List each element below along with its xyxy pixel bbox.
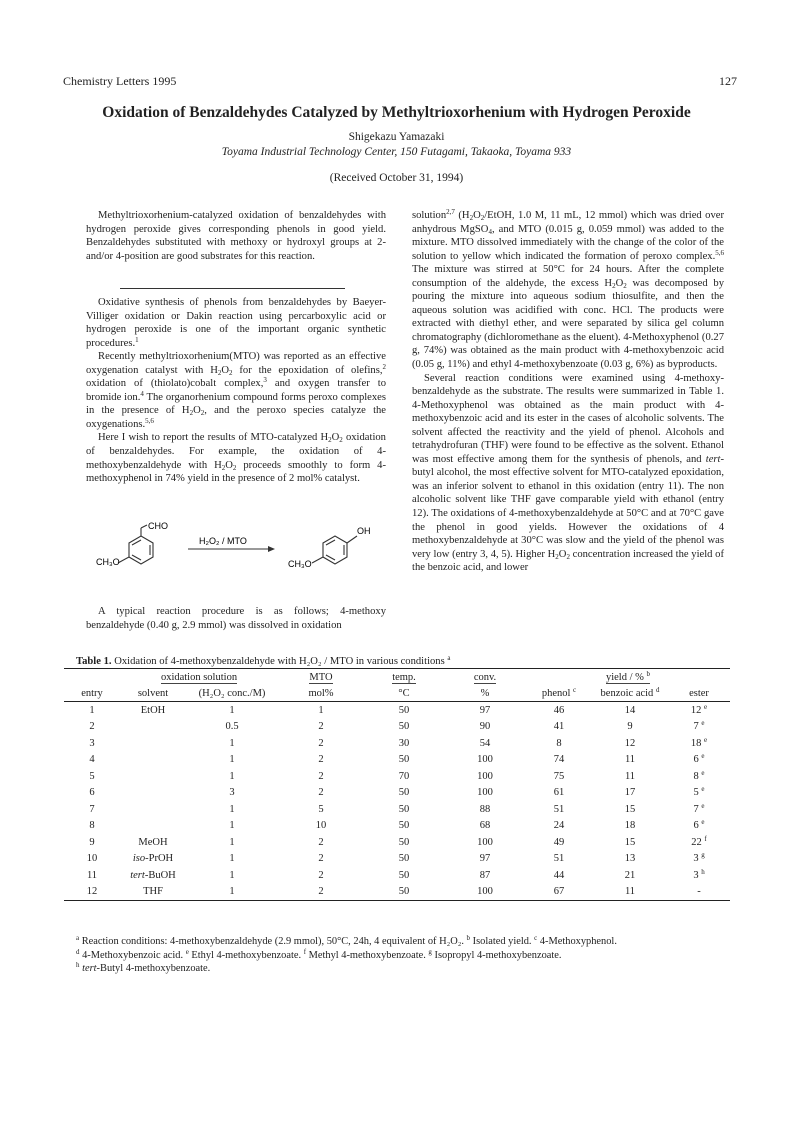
cell-conv: 90 bbox=[479, 721, 491, 733]
cell-entry: 9 bbox=[89, 836, 95, 848]
cell-acid: 11 bbox=[624, 770, 636, 782]
paragraph: solution$^{2,7}$ ($H_2O_2$/EtOH, 1.0 M, 11 mL, 12 mmol) which was dried over anhydrous MgSO$_4$, and MTO (0.015 g, 0.059 mmol) was added to the mixture. MTO dissolved immediately with the change of the color of the solution to yellow which indicated the formation of peroxo complex.$^{5,6}$ The mixture was stirred at 50°C for 24 hours. After the complete consumption of the aldehyde, the excess $H_2O_2$ was decomposed by pouring the mixture into aqueous sodium thiosulfite, and then the aqueous solution was acidified with conc. HCl. The products were extracted with diethyl ether, and were separated by silica gel column chromatography (dichloromethane as the eluent). 4-Methoxyphenol (0.27 g, 74%) was obtained as the main product with 4-methoxybenzoic acid (0.05 g, 11%) and ethyl 4-methoxybenzoate (0.03 g, 6%) as byproducts. bbox=[412, 208, 725, 371]
cell-mto: 2 bbox=[278, 884, 364, 901]
table-row bbox=[64, 801, 730, 818]
cell-ester: 5 $^e$ bbox=[693, 785, 705, 799]
cell-conv: 97 bbox=[479, 853, 491, 865]
table-row bbox=[64, 884, 730, 901]
group-header-conv: conv. bbox=[473, 671, 497, 683]
cell-entry: 11 bbox=[86, 869, 98, 881]
cell-temp: 30 bbox=[398, 737, 410, 749]
cell-mto: 1 bbox=[318, 704, 324, 716]
cell-conc: 1 bbox=[229, 820, 235, 832]
header-mto-unit: mol% bbox=[278, 685, 364, 702]
cell-solvent bbox=[120, 785, 186, 802]
footnote-a: Reaction conditions: 4-methoxybenzaldehyde (2.9 mmol), 50°C, 24h, 4 equivalent of H₂O₂. bbox=[81, 936, 464, 947]
footnote-b: Isolated yield. bbox=[472, 936, 532, 947]
cell-phenol: 24 bbox=[553, 820, 565, 832]
cell-acid: 15 bbox=[624, 803, 636, 815]
footnote-e: Ethyl 4-methoxybenzoate. bbox=[191, 949, 302, 961]
group-header-oxidation-solution: oxidation solution bbox=[160, 671, 238, 683]
footnote-d: 4-Methoxybenzoic acid. bbox=[82, 949, 184, 961]
cell-solvent: iso-PrOH bbox=[132, 853, 174, 865]
cell-conc: 3 bbox=[229, 787, 235, 799]
cell-ester: 22 $^f$ bbox=[691, 834, 707, 848]
header-ester: ester bbox=[668, 685, 730, 702]
cell-temp: 50 bbox=[398, 721, 410, 733]
cell-ester: 3 $^g$ bbox=[693, 851, 705, 865]
cell-temp: 50 bbox=[398, 853, 410, 865]
cell-acid: 15 bbox=[624, 836, 636, 848]
cell-conc: 1 bbox=[229, 869, 235, 881]
cell-temp: 50 bbox=[398, 754, 410, 766]
author: Shigekazu Yamazaki bbox=[348, 131, 445, 143]
table-row bbox=[64, 867, 730, 884]
cell-phenol: 74 bbox=[553, 754, 565, 766]
cell-conc: 1 bbox=[229, 803, 235, 815]
cell-conc: 1 bbox=[186, 884, 278, 901]
cell-conc: 1 bbox=[229, 704, 235, 716]
cell-acid: 13 bbox=[624, 853, 636, 865]
cell-acid: 18 bbox=[624, 820, 636, 832]
header-conc: (H₂O₂ conc./M) bbox=[186, 685, 278, 702]
cell-solvent bbox=[120, 768, 186, 785]
cell-acid: 11 bbox=[624, 754, 636, 766]
cell-conv: 54 bbox=[479, 737, 491, 749]
scheme-right-sub: CH₃O bbox=[288, 559, 312, 569]
cell-conv: 88 bbox=[479, 803, 491, 815]
cell-conv: 100 bbox=[477, 770, 493, 782]
procedure-start: A typical reaction procedure is as follows; 4-methoxy benzaldehyde (0.40 g, 2.9 mmol) was dissolved in oxidation bbox=[86, 606, 386, 631]
received-date: (Received October 31, 1994) bbox=[329, 172, 464, 184]
cell-conv: 97 bbox=[479, 704, 491, 716]
affiliation: Toyama Industrial Technology Center, 150 Futagami, Takaoka, Toyama 933 bbox=[221, 146, 572, 158]
cell-conv: 100 bbox=[477, 787, 493, 799]
group-header-mto: MTO bbox=[309, 671, 333, 683]
paragraph: Recently methyltrioxorhenium(MTO) was reported as an effective oxygenation catalyst with $H_2O_2$ for the epoxidation of olefins,$^2$ oxidation of (thiolato)cobalt complex,$^3$ and oxygen transfer to bromide ion.$^4$ The organorhenium compound forms peroxo complexes in the presence of $H_2O_2$, and the peroxo species catalyze the oxygenations.$^{5,6}$ bbox=[86, 351, 387, 430]
cell-temp: 50 bbox=[398, 836, 410, 848]
table-caption: Table 1. Oxidation of 4-methoxybenzaldehyde with H₂O₂ / MTO in various conditions $^a$ bbox=[76, 654, 451, 667]
table-row bbox=[64, 818, 730, 835]
cell-ester: 6 $^e$ bbox=[693, 818, 705, 832]
footnote-f: Methyl 4-methoxybenzoate. bbox=[308, 949, 426, 961]
cell-solvent bbox=[120, 735, 186, 752]
cell-phenol: 61 bbox=[553, 787, 565, 799]
header-benzoic-acid: benzoic acid $^d$ bbox=[592, 685, 668, 702]
cell-solvent bbox=[120, 801, 186, 818]
footnote-c: 4-Methoxyphenol. bbox=[539, 936, 617, 947]
cell-ester: 8 $^e$ bbox=[693, 768, 705, 782]
cell-phenol: 8 bbox=[556, 737, 562, 749]
body-right-column bbox=[412, 209, 724, 575]
cell-solvent: MeOH bbox=[138, 836, 168, 848]
cell-conc: 1 bbox=[229, 754, 235, 766]
table-row bbox=[64, 785, 730, 802]
cell-conc: 1 bbox=[229, 836, 235, 848]
scheme-left-group: CHO bbox=[148, 521, 168, 531]
header-temp-unit: °C bbox=[364, 685, 444, 702]
table-row bbox=[64, 768, 730, 785]
cell-conv: 100 bbox=[477, 754, 493, 766]
cell-entry: 5 bbox=[89, 770, 95, 782]
cell-conv: 68 bbox=[479, 820, 491, 832]
cell-acid: 14 bbox=[624, 704, 636, 716]
scheme-right-group: OH bbox=[357, 526, 371, 536]
cell-ester: 18 $^e$ bbox=[690, 735, 708, 749]
cell-entry: 10 bbox=[86, 853, 98, 865]
table-row bbox=[64, 702, 730, 719]
table-footnotes: $^a$ Reaction conditions: 4-methoxybenzaldehyde (2.9 mmol), 50°C, 24h, 4 equivalent of H₂O₂. $^b$ Isolated yield. $^c$ 4-Methoxyphenol. $^d$ 4-Methoxybenzoic acid. $^e$ Ethyl 4-methoxybenzoate. $^f$ Methyl 4-methoxybenzoate. $^g$ Isopropyl 4-methoxybenzoate. $^h$ tert-Butyl 4-methoxybenzoate. bbox=[76, 934, 617, 974]
cell-conc: 1 bbox=[229, 770, 235, 782]
cell-solvent: tert-BuOH bbox=[130, 869, 176, 881]
cell-entry: 8 bbox=[89, 820, 95, 832]
cell-entry: 1 bbox=[89, 704, 95, 716]
cell-mto: 2 bbox=[318, 721, 324, 733]
cell-conv: 100 bbox=[477, 836, 493, 848]
header-conv-unit: % bbox=[444, 685, 526, 702]
cell-phenol: 44 bbox=[553, 869, 565, 881]
cell-solvent bbox=[120, 719, 186, 736]
cell-acid: 12 bbox=[624, 737, 636, 749]
cell-mto: 2 bbox=[318, 853, 324, 865]
cell-phenol: 49 bbox=[553, 836, 565, 848]
results-table bbox=[64, 668, 730, 901]
cell-solvent: EtOH bbox=[140, 704, 166, 716]
cell-solvent bbox=[120, 752, 186, 769]
scheme-left-sub: CH₃O bbox=[96, 557, 120, 567]
cell-conc: 1 bbox=[229, 737, 235, 749]
group-header-yield: yield / % $^b$ bbox=[605, 669, 651, 683]
cell-temp: 50 bbox=[364, 884, 444, 901]
paragraph: Several reaction conditions were examined using 4-methoxy-benzaldehyde as the substrate. The results were summarized in Table 1. 4-Methoxyphenol was obtained as the main product with 4-methoxybenzoic acid and its ester in the cases of alcoholic solvents. The solvent affected the reactivity and the yield of phenol. Alcohols and tetrahydrofuran (THF) were found to be effective as the solvent. Ethanol was most effective among them for the synthesis of phenols, and tert-butyl alcohol, the most effective solvent for MTO-catalyzed epoxidation, was an inferior solvent to ethanol in this oxidation (entry 11). The non alcoholic solvent like THF gave comparable yield with ethanol (entry 12). The oxidations of 4-methoxybenzaldehyde at 50°C and at 70°C gave the phenol in good yields. However the oxidations of 4 methoxybenzaldehyde at 30°C was slow and the yield of the phenol was very low (entry 3, 4, 5). Higher $H_2O_2$ concentration increased the yield of the benzoic acid, and lower bbox=[412, 372, 724, 574]
cell-ester: 7 $^e$ bbox=[693, 801, 705, 815]
cell-ester: 7 $^e$ bbox=[693, 719, 705, 733]
cell-mto: 2 bbox=[318, 787, 324, 799]
cell-entry: 12 bbox=[64, 884, 120, 901]
cell-entry: 3 bbox=[89, 737, 95, 749]
cell-entry: 6 bbox=[89, 787, 95, 799]
cell-mto: 2 bbox=[318, 737, 324, 749]
cell-mto: 2 bbox=[318, 770, 324, 782]
cell-solvent: THF bbox=[120, 884, 186, 901]
footnote-g: Isopropyl 4-methoxybenzoate. bbox=[434, 949, 562, 961]
cell-temp: 50 bbox=[398, 704, 410, 716]
cell-entry: 2 bbox=[89, 721, 95, 733]
cell-mto: 2 bbox=[318, 836, 324, 848]
cell-acid: 17 bbox=[624, 787, 636, 799]
cell-acid: 21 bbox=[624, 869, 636, 881]
cell-entry: 7 bbox=[89, 803, 95, 815]
cell-mto: 2 bbox=[318, 869, 324, 881]
cell-solvent bbox=[120, 818, 186, 835]
cell-phenol: 67 bbox=[526, 884, 592, 901]
paragraph: Oxidative synthesis of phenols from benzaldehydes by Baeyer-Villiger oxidation or Dakin reaction using percarboxylic acid or hydrogen peroxide is one of the important organic synthetic procedures.$^1$ bbox=[86, 297, 386, 349]
header-phenol: phenol $^c$ bbox=[526, 685, 592, 702]
paragraph: Here I wish to report the results of MTO-catalyzed $H_2O_2$ oxidation of benzaldehydes. For example, the oxidation of 4-methoxybenzaldehyde with $H_2O_2$ proceeds smoothly to form 4-methoxyphenol in 74% yield in the presence of 2 mol% catalyst. bbox=[86, 432, 387, 485]
cell-conc: 0.5 bbox=[225, 721, 239, 733]
cell-ester: 12 $^e$ bbox=[690, 702, 708, 716]
cell-temp: 50 bbox=[398, 869, 410, 881]
scheme-arrow-label: H₂O₂ / MTO bbox=[199, 536, 247, 546]
cell-conc: 1 bbox=[229, 853, 235, 865]
table-row bbox=[64, 735, 730, 752]
cell-acid: 11 bbox=[592, 884, 668, 901]
cell-mto: 2 bbox=[318, 754, 324, 766]
group-header-temp: temp. bbox=[392, 671, 416, 683]
cell-temp: 70 bbox=[398, 770, 410, 782]
cell-entry: 4 bbox=[89, 754, 95, 766]
cell-temp: 50 bbox=[398, 820, 410, 832]
cell-temp: 50 bbox=[398, 803, 410, 815]
cell-phenol: 51 bbox=[553, 803, 565, 815]
cell-ester: 6 $^e$ bbox=[693, 752, 705, 766]
phenol-structure bbox=[312, 536, 357, 564]
cell-mto: 10 bbox=[315, 820, 327, 832]
table-row bbox=[64, 834, 730, 851]
body-left-column bbox=[86, 296, 386, 486]
header-entry: entry bbox=[64, 685, 120, 702]
arrow-head bbox=[268, 546, 275, 552]
table-row bbox=[64, 752, 730, 769]
cell-temp: 50 bbox=[398, 787, 410, 799]
table-row bbox=[64, 719, 730, 736]
cell-mto: 5 bbox=[318, 803, 324, 815]
cell-conv: 87 bbox=[479, 869, 491, 881]
cell-phenol: 51 bbox=[553, 853, 565, 865]
cell-phenol: 75 bbox=[553, 770, 565, 782]
cell-phenol: 46 bbox=[553, 704, 565, 716]
header-solvent: solvent bbox=[120, 685, 186, 702]
footnote-h: -Butyl 4-methoxybenzoate. bbox=[96, 963, 211, 974]
abstract: Methyltrioxorhenium-catalyzed oxidation of benzaldehydes with hydrogen peroxide gives corresponding phenols in good yield. Benzaldehydes substituted with methoxy or hydroxyl groups at 2- and/or 4-position are good substrates for this reaction. bbox=[86, 210, 386, 262]
table-row bbox=[64, 851, 730, 868]
journal-header: Chemistry Letters 1995 bbox=[63, 74, 177, 88]
reaction-scheme bbox=[96, 515, 386, 600]
cell-ester: 3 $^h$ bbox=[693, 867, 705, 881]
abstract-divider bbox=[120, 288, 345, 289]
page-number: 127 bbox=[719, 74, 737, 88]
cell-conv: 100 bbox=[444, 884, 526, 901]
cell-ester: - bbox=[668, 884, 730, 901]
cell-acid: 9 bbox=[627, 721, 633, 733]
paper-title: Oxidation of Benzaldehydes Catalyzed by Methyltrioxorhenium with Hydrogen Peroxide bbox=[102, 104, 691, 121]
cell-phenol: 41 bbox=[553, 721, 565, 733]
